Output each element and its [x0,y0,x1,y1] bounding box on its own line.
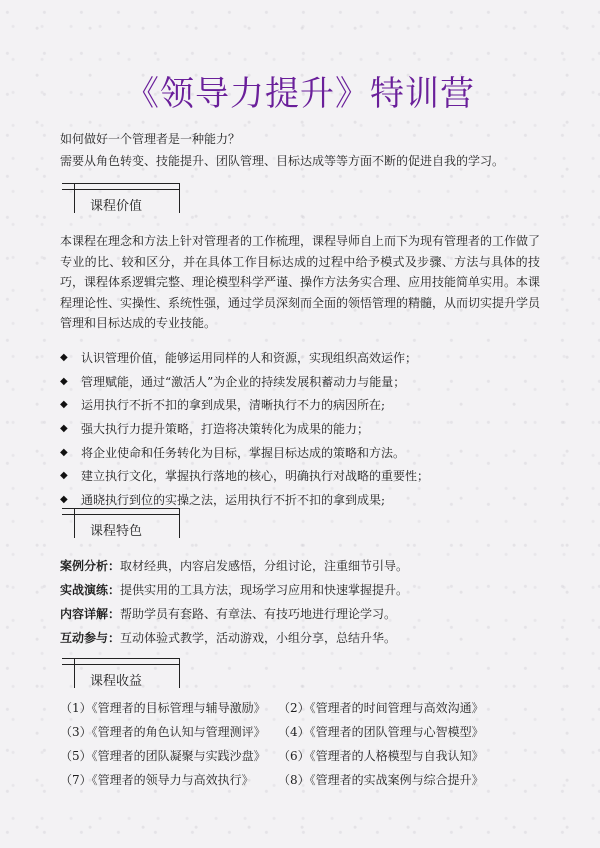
course-item: （1）《管理者的目标管理与辅导激励》 [60,701,266,715]
section-header-value [62,183,180,213]
feature-item: 实战演练：提供实用的工具方法，现场学习应用和快速掌握提升。 [60,583,409,597]
diamond-bullet-icon: ◆ [60,493,68,505]
diamond-bullet-icon: ◆ [60,446,68,458]
section-header-features [62,508,180,538]
section-heading: 课程收益 [90,674,143,689]
list-item: ◆ 运用执行不折不扣的拿到成果，清晰执行不力的病因所在; [60,398,386,413]
diamond-bullet-icon: ◆ [60,352,68,364]
list-item: ◆ 认识管理价值，能够运用同样的人和资源，实现组织高效运作； [60,351,418,366]
course-item: （6）《管理者的人格模型与自我认知》 [278,749,484,763]
feature-item: 内容详解：帮助学员有套路、有章法、有技巧地进行理论学习。 [60,607,397,621]
course-item: （7）《管理者的领导力与高效执行》 [60,773,254,787]
course-item: （2）《管理者的时间管理与高效沟通》 [278,701,484,715]
diamond-bullet-icon: ◆ [60,399,68,411]
list-item: ◆ 建立执行文化，掌握执行落地的核心，明确执行对战略的重要性； [60,469,430,484]
page-title: 《领导力提升》特训营 [125,74,475,114]
course-item: （4）《管理者的团队管理与心智模型》 [278,725,484,739]
intro-line-1: 如何做好一个管理者是一种能力？ [60,132,241,146]
intro-line-2: 需要从角色转变、技能提升、团队管理、目标达成等等方面不断的促进自我的学习。 [60,154,505,168]
section-heading: 课程特色 [90,524,143,539]
diamond-bullet-icon: ◆ [60,375,68,387]
diamond-bullet-icon: ◆ [60,423,68,435]
list-item: ◆ 强大执行力提升策略，打造将决策转化为成果的能力； [60,422,370,437]
diamond-bullet-icon: ◆ [60,470,68,482]
feature-item: 案例分析：取材经典，内容启发感悟，分组讨论，注重细节引导。 [60,559,409,573]
course-item: （3）《管理者的角色认知与管理测评》 [60,725,266,739]
list-item: ◆ 将企业使命和任务转化为目标，掌握目标达成的策略和方法。 [60,445,406,460]
list-item: ◆ 通晓执行到位的实操之法，运用执行不折不扣的拿到成果; [60,492,386,507]
course-item: （5）《管理者的团队凝聚与实践沙盘》 [60,749,266,763]
section-header-benefits [62,658,180,688]
feature-item: 互动参与：互动体验式教学，活动游戏，小组分享，总结升华。 [60,631,397,645]
value-bullet-list [60,346,429,511]
list-item: ◆ 管理赋能，通过“激活人”为企业的持续发展积蓄动力与能量； [60,374,406,389]
course-item: （8）《管理者的实战案例与综合提升》 [278,773,484,787]
section-heading: 课程价值 [90,199,143,214]
course-value-paragraph: 本课程在理念和方法上针对管理者的工作梳理，课程导师自上而下为现有管理者的工作做了专业的比、较和区分，并在具体工作目标达成的过程中给予模式及步骤、方法与具体的技巧，课程体系逻辑完整、理论模型科学严谨、操作方法务实合理、应用技能简单实用。本课程理论性、实操性、系统性强，通过学员深刻而全面的领悟管理的精髓，从而切实提升学员管理和目标达成的专业技能。 [60,234,541,331]
